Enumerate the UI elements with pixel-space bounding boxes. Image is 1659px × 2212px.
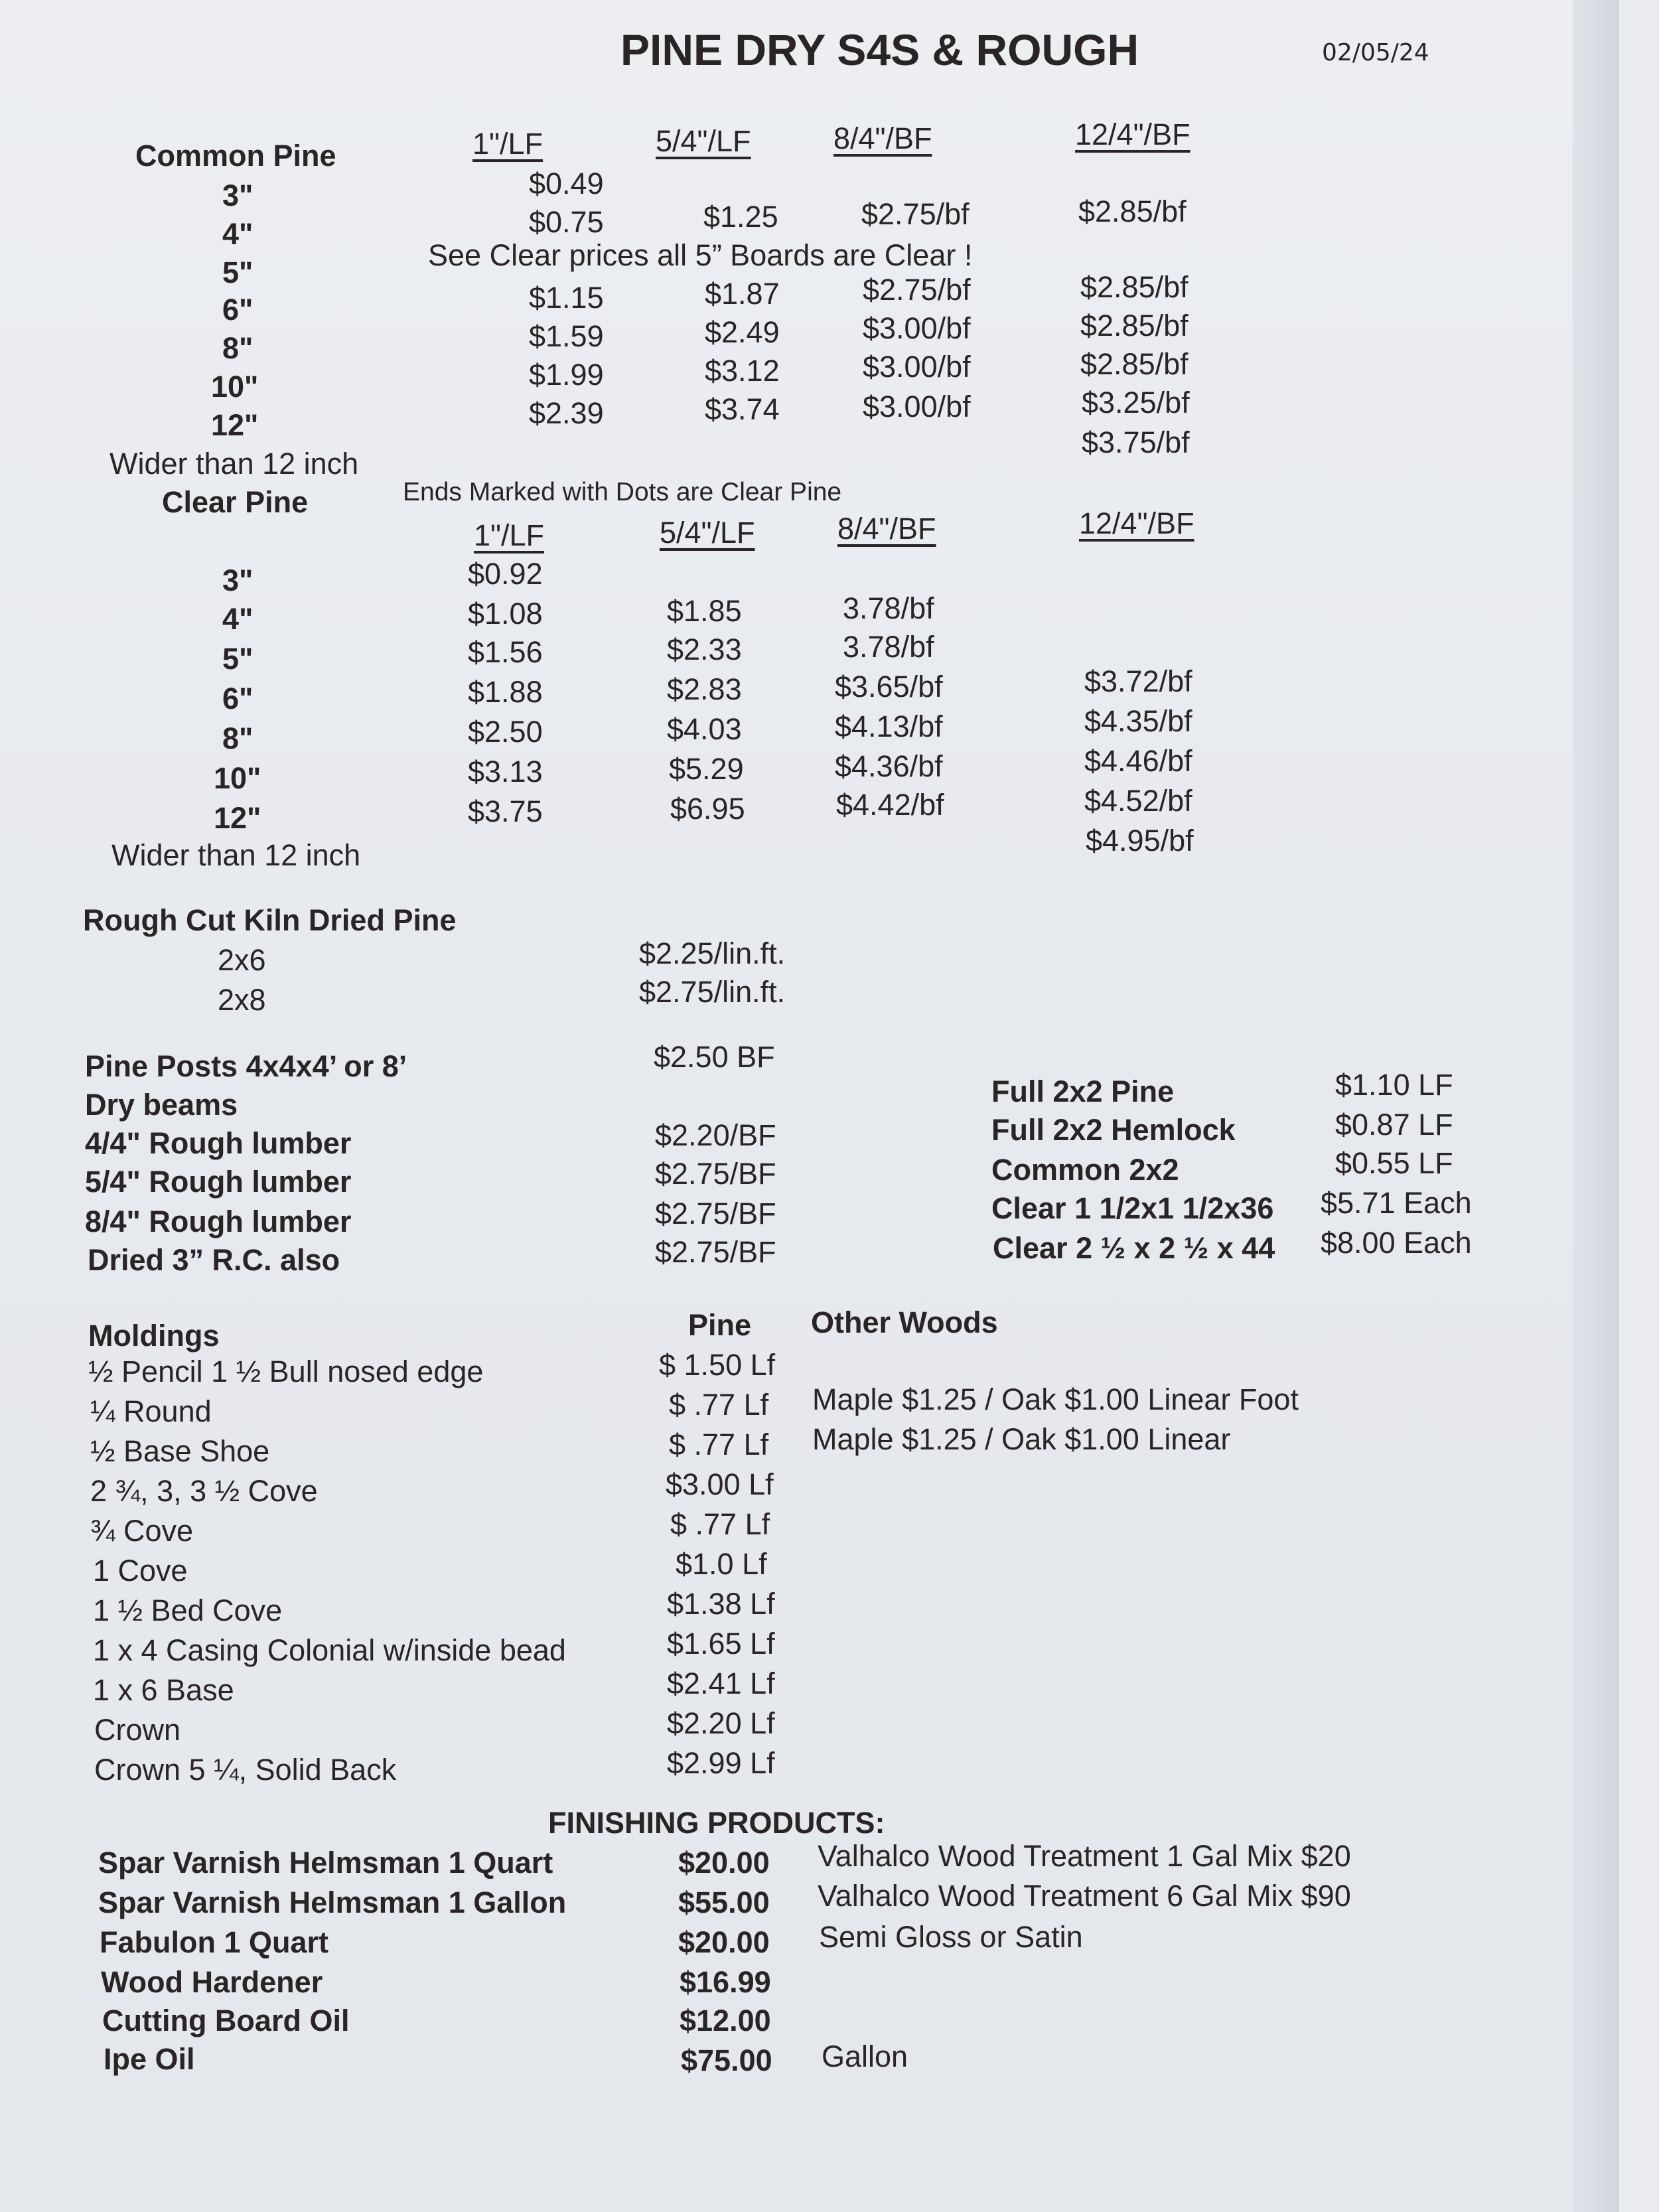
finishing-price: $16.99: [680, 1965, 771, 1999]
table-cell: $3.65/bf: [835, 670, 943, 703]
molding-item: ¾ Cove: [90, 1514, 194, 1548]
table-cell: $4.03: [667, 712, 742, 746]
square-stock-price: $0.55 LF: [1335, 1146, 1453, 1180]
common-col-header: 5/4"/LF: [656, 124, 751, 158]
table-cell: $1.85: [667, 594, 742, 628]
post-item: 4/4" Rough lumber: [85, 1126, 352, 1160]
table-cell: $4.95/bf: [1086, 824, 1194, 857]
square-stock-price: $5.71 Each: [1321, 1186, 1472, 1220]
table-cell: $4.36/bf: [835, 749, 943, 783]
table-cell: $4.52/bf: [1084, 784, 1192, 818]
finishing-item: Wood Hardener: [101, 1965, 323, 1999]
post-price: $2.75/BF: [655, 1197, 776, 1230]
table-cell: $2.39: [529, 396, 604, 430]
molding-other: Maple $1.25 / Oak $1.00 Linear: [812, 1422, 1231, 1456]
molding-price: $1.65 Lf: [667, 1627, 775, 1660]
page-title: PINE DRY S4S & ROUGH: [620, 25, 1139, 74]
table-row-size: 5": [222, 642, 253, 676]
table-cell: $3.00/bf: [863, 350, 971, 384]
table-cell: $2.85/bf: [1080, 309, 1189, 342]
molding-price: $ .77 Lf: [669, 1388, 769, 1422]
table-cell: $6.95: [670, 792, 745, 826]
table-cell: $3.25/bf: [1082, 386, 1190, 419]
rough-cut-item: 2x6: [218, 943, 266, 977]
finishing-item: Fabulon 1 Quart: [100, 1925, 329, 1959]
square-stock-price: $8.00 Each: [1321, 1226, 1472, 1260]
post-item: Dry beams: [85, 1088, 238, 1122]
table-row-size: 4": [222, 217, 253, 251]
moldings-other-header: Other Woods: [811, 1305, 998, 1339]
square-stock-item: Full 2x2 Hemlock: [991, 1113, 1236, 1147]
table-cell: $1.99: [529, 358, 604, 392]
molding-item: 2 ¾, 3, 3 ½ Cove: [90, 1474, 318, 1508]
finishing-item: Spar Varnish Helmsman 1 Quart: [98, 1846, 553, 1880]
table-cell: $1.59: [529, 319, 604, 353]
finishing-note: Semi Gloss or Satin: [819, 1920, 1083, 1954]
table-row-size: 6": [222, 293, 253, 327]
rough-cut-price: $2.25/lin.ft.: [639, 936, 786, 970]
table-cell: $3.72/bf: [1084, 664, 1192, 698]
molding-item: 1 x 6 Base: [93, 1673, 234, 1707]
post-item: 8/4" Rough lumber: [85, 1205, 352, 1238]
finishing-price: $12.00: [680, 2004, 771, 2037]
table-cell: $1.88: [468, 675, 543, 709]
square-stock-price: $1.10 LF: [1335, 1068, 1453, 1102]
moldings-pine-header: Pine: [688, 1308, 752, 1342]
clear-pine-heading: Clear Pine: [162, 485, 309, 519]
table-row-size: 12": [214, 801, 261, 835]
table-row-size: 6": [222, 682, 253, 715]
table-cell: $1.25: [703, 200, 778, 234]
table-cell: $2.50: [468, 715, 543, 749]
clear-col-header: 12/4"/BF: [1079, 506, 1194, 540]
table-row-size: 4": [222, 602, 253, 636]
common-col-header: 1"/LF: [472, 127, 543, 161]
finishing-item: Ipe Oil: [104, 2042, 195, 2076]
table-cell: 3.78/bf: [843, 630, 934, 664]
table-cell: $3.00/bf: [863, 390, 971, 423]
table-cell: $3.12: [705, 354, 780, 388]
table-cell: $3.00/bf: [863, 311, 971, 345]
molding-price: $2.99 Lf: [667, 1746, 775, 1780]
molding-item: ½ Pencil 1 ½ Bull nosed edge: [88, 1355, 484, 1388]
table-cell: $0.92: [468, 557, 543, 591]
rough-cut-heading: Rough Cut Kiln Dried Pine: [83, 903, 457, 937]
square-stock-item: Common 2x2: [991, 1153, 1179, 1187]
table-cell: $2.49: [705, 315, 780, 349]
table-cell: $3.13: [468, 755, 543, 788]
table-cell: $4.46/bf: [1084, 744, 1192, 778]
common-5in-note: See Clear prices all 5” Boards are Clear !: [428, 238, 973, 272]
molding-price: $1.38 Lf: [667, 1587, 775, 1621]
common-col-header: 12/4"/BF: [1075, 117, 1190, 151]
table-row-size: 10": [211, 370, 259, 404]
finishing-price: $75.00: [681, 2043, 772, 2077]
molding-price: $ .77 Lf: [669, 1428, 769, 1461]
common-col-header: 8/4"/BF: [833, 121, 932, 155]
finishing-item: Spar Varnish Helmsman 1 Gallon: [98, 1885, 567, 1919]
table-cell: $2.85/bf: [1080, 270, 1189, 304]
table-cell: 3.78/bf: [843, 591, 934, 625]
table-cell: $3.75: [468, 794, 543, 828]
post-price: $2.50 BF: [654, 1040, 775, 1074]
table-row-size: Wider than 12 inch: [111, 838, 361, 872]
molding-item: 1 x 4 Casing Colonial w/inside bead: [93, 1633, 566, 1667]
molding-item: ½ Base Shoe: [90, 1434, 270, 1468]
clear-pine-note: Ends Marked with Dots are Clear Pine: [403, 478, 842, 506]
square-stock-item: Full 2x2 Pine: [991, 1074, 1175, 1108]
finishing-price: $20.00: [678, 1925, 770, 1959]
molding-item: Crown 5 ¼, Solid Back: [94, 1753, 397, 1787]
table-row-size: 8": [222, 331, 253, 365]
table-row-size: 12": [211, 408, 259, 442]
clear-col-header: 5/4"/LF: [660, 516, 755, 550]
table-cell: $4.42/bf: [836, 788, 944, 822]
finishing-price: $20.00: [678, 1846, 770, 1880]
table-cell: $1.15: [529, 281, 604, 315]
table-cell: $0.49: [529, 167, 604, 200]
post-item: Dried 3” R.C. also: [88, 1243, 340, 1277]
finishing-note: Valhalco Wood Treatment 1 Gal Mix $20: [818, 1839, 1351, 1873]
post-item: 5/4" Rough lumber: [85, 1165, 352, 1199]
table-cell: $2.75/bf: [861, 197, 970, 231]
molding-price: $ .77 Lf: [670, 1507, 770, 1541]
finishing-heading: FINISHING PRODUCTS:: [548, 1806, 885, 1840]
table-row-size: 5": [222, 256, 253, 289]
finishing-item: Cutting Board Oil: [102, 2004, 350, 2037]
molding-item: 1 Cove: [93, 1554, 188, 1587]
table-cell: $3.74: [705, 392, 780, 426]
table-cell: $4.13/bf: [835, 709, 943, 743]
molding-price: $ 1.50 Lf: [659, 1348, 776, 1382]
common-pine-heading: Common Pine: [135, 139, 336, 173]
post-price: $2.75/BF: [655, 1157, 776, 1191]
molding-price: $1.0 Lf: [676, 1547, 767, 1581]
clear-col-header: 1"/LF: [474, 518, 545, 552]
molding-item: Crown: [94, 1713, 181, 1747]
table-row-size: 3": [222, 179, 253, 212]
table-cell: $1.87: [705, 277, 780, 311]
page-edge: [1573, 0, 1619, 2212]
table-cell: $2.33: [667, 632, 742, 666]
square-stock-item: Clear 1 1/2x1 1/2x36: [991, 1191, 1274, 1225]
table-row-size: Wider than 12 inch: [109, 447, 359, 480]
table-row-size: 10": [214, 761, 261, 795]
molding-other: Maple $1.25 / Oak $1.00 Linear Foot: [812, 1382, 1299, 1416]
table-cell: $5.29: [669, 752, 744, 786]
table-cell: $2.83: [667, 672, 742, 706]
table-row-size: 3": [222, 563, 253, 597]
molding-price: $2.20 Lf: [667, 1706, 775, 1740]
table-row-size: 8": [222, 721, 253, 755]
square-stock-price: $0.87 LF: [1335, 1108, 1453, 1142]
moldings-heading: Moldings: [88, 1319, 220, 1353]
table-cell: $1.08: [468, 597, 543, 630]
molding-price: $3.00 Lf: [666, 1467, 774, 1501]
table-cell: $2.85/bf: [1080, 347, 1189, 381]
finishing-note: Gallon: [822, 2039, 908, 2073]
clear-col-header: 8/4"/BF: [837, 512, 936, 546]
finishing-price: $55.00: [678, 1885, 770, 1919]
molding-item: ¼ Round: [90, 1394, 212, 1428]
molding-item: 1 ½ Bed Cove: [93, 1593, 283, 1627]
date-stamp: 02/05/24: [1322, 39, 1429, 66]
rough-cut-item: 2x8: [218, 983, 266, 1017]
post-price: $2.75/BF: [655, 1235, 776, 1269]
molding-price: $2.41 Lf: [667, 1666, 775, 1700]
table-cell: $2.85/bf: [1078, 194, 1187, 228]
table-cell: $1.56: [468, 635, 543, 669]
square-stock-item: Clear 2 ½ x 2 ½ x 44: [993, 1231, 1275, 1265]
rough-cut-price: $2.75/lin.ft.: [639, 975, 786, 1009]
post-item: Pine Posts 4x4x4’ or 8’: [85, 1049, 407, 1083]
table-cell: $3.75/bf: [1082, 425, 1190, 459]
table-cell: $0.75: [529, 205, 604, 239]
table-cell: $4.35/bf: [1084, 704, 1192, 738]
finishing-note: Valhalco Wood Treatment 6 Gal Mix $90: [818, 1879, 1351, 1913]
table-cell: $2.75/bf: [863, 273, 971, 307]
post-price: $2.20/BF: [655, 1118, 776, 1152]
